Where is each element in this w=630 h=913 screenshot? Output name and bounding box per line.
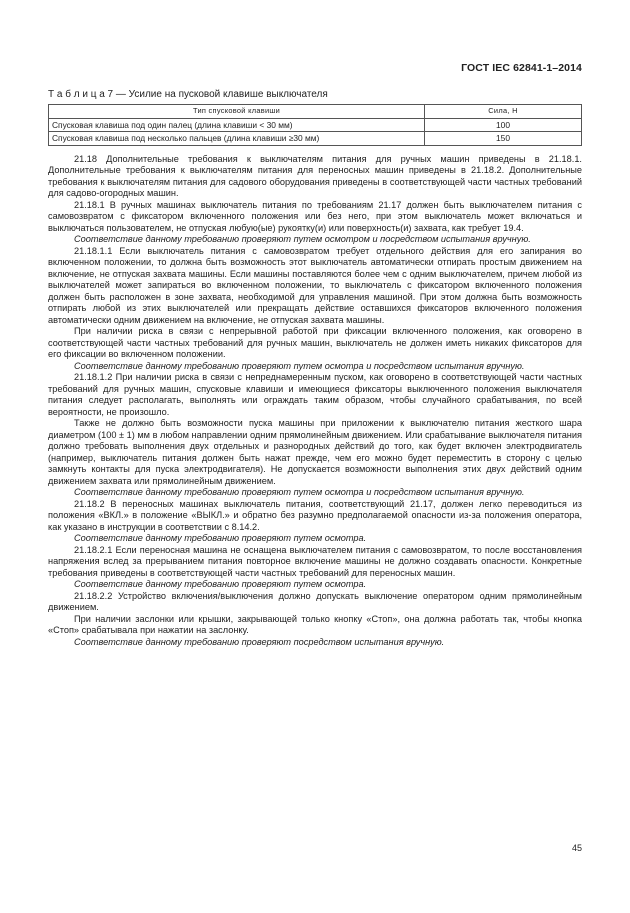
paragraph: 21.18.2 В переносных машинах выключатель питания, соответствующий 21.17, должен легко переводиться из положения «ВКЛ.» в положение «ВЫКЛ.» и обратно без разумно предполагаемой опасности из-за положения оператора, как указано в инструкции в соответствии с 8.14.2.: [48, 498, 582, 532]
page-content: [48, 89, 582, 648]
paragraph: 21.18 Дополнительные требования к выключателям питания для ручных машин приведены в 21.18.1. Дополнительные требования к выключателям питания для переносных машин приведены в 21.18.2. Дополнительные требования к выключателям питания для садового оборудования приведены в соответствующей части частных требований для садово-огородных машин.: [48, 153, 582, 198]
paragraph: При наличии заслонки или крышки, закрывающей только кнопку «Стоп», она должна работать так, чтобы кнопка «Стоп» срабатывала при нажатии на заслонку.: [48, 613, 582, 635]
compliance-note: Соответствие данному требованию проверяют посредством испытания вручную.: [74, 636, 445, 647]
paragraph: 21.18.1.1 Если выключатель питания с самовозвратом требует отдельного действия для его запирания во включенном положении, то должна быть возможность этот выключатель автоматически отпирать простым движением на включение, не отпуская захвата машины. Если машины поставляются более чем с одним выключателем, причем любой из выключателей может запираться во включенном положении, то выключатель с фиксатором включенного положения должен быть расположен в зоне захвата, необходимой для управления машиной. При этом должна быть возможность отпирать любой из этих выключателей или прекращать действие оставшихся фиксаторов включенного положения автоматически одним движением на включение, не отпуская захвата машины.: [48, 245, 582, 325]
table-cell-force: 150: [425, 132, 582, 146]
table-cell-force: 100: [425, 118, 582, 132]
compliance-note: Соответствие данному требованию проверяют путем осмотра.: [74, 579, 367, 589]
paragraph: 21.18.1 В ручных машинах выключатель питания по требованиям 21.17 должен быть выключателем питания с самовозвратом с фиксатором включенного положения или без него, при этом выключатель может включаться и выключаться пользователем, не отпуская любую(ые) рукоятку(и) или поверхность(и) захвата, как требует 19.4.: [48, 199, 582, 233]
paragraph: При наличии риска в связи с непрерывной работой при фиксации включенного положения, как оговорено в соответствующей части частных требований для ручных машин, выключатель не должен иметь никаких фиксаторов для его фиксации во включенном положении.: [48, 326, 582, 359]
compliance-note: Соответствие данному требованию проверяют путем осмотра.: [74, 533, 367, 543]
table-header-row: [49, 105, 582, 119]
paragraph: 21.18.2.2 Устройство включения/выключения должно допускать выключение оператором одним прямолинейным движением.: [48, 590, 582, 612]
column-header-trigger-type: Тип спусковой клавиши: [49, 105, 425, 119]
force-table: [48, 104, 582, 146]
page-number: 45: [571, 843, 582, 853]
table-cell-trigger-type: Спусковая клавиша под один палец (длина клавиши < 30 мм): [49, 118, 425, 132]
table-cell-trigger-type: Спусковая клавиша под несколько пальцев (длина клавиши ≥30 мм): [49, 132, 425, 146]
column-header-force: Сила, Н: [425, 105, 582, 119]
paragraph: 21.18.1.2 При наличии риска в связи с непреднамеренным пуском, как оговорено в соответствующей части частных требований для ручных машин, спусковые клавиши и имеющиеся фиксаторы выключенного положения выключателя питания следует располагать, выполнять или ограждать таким образом, чтобы случайного срабатывания, по всей вероятности, не произошло.: [48, 372, 582, 417]
body-text: [48, 154, 582, 649]
compliance-note: Соответствие данному требованию проверяют путем осмотра и посредством испытания вручную.: [74, 360, 525, 371]
standard-code-header: ГОСТ IEC 62841-1–2014: [461, 62, 582, 74]
table-caption: Т а б л и ц а 7 — Усилие на пусковой клавише выключателя: [48, 89, 328, 100]
table-row: [49, 132, 582, 146]
compliance-note: Соответствие данному требованию проверяют путем осмотром и посредством испытания вручную.: [74, 234, 531, 244]
paragraph: Также не должно быть возможности пуска машины при приложении к выключателю питания жесткого шара диаметром (100 ± 1) мм в любом направлении одним прямолинейным движением. Или срабатывание выключателя питания должно требовать выполнения двух отдельных и разнородных действий до того, как будет включен электродвигатель (например, выключатель питания должен быть нажат прежде, чем его можно будет переместить в сторону с целью замкнуть контакты для пуска электродвигателя). Не допускается возможности выполнения этих двух действий одним движением захвата или прямолинейным движением.: [48, 418, 582, 486]
compliance-note: Соответствие данному требованию проверяют путем осмотра и посредством испытания вручную.: [74, 487, 525, 497]
table-row: [49, 118, 582, 132]
paragraph: 21.18.2.1 Если переносная машина не оснащена выключателем питания с самовозвратом, то после восстановления напряжения вслед за прерыванием питания повторное включение машины не должно создавать опасности. Конкретные требования приведены в соответствующей части частных требований для переносных машин.: [48, 544, 582, 578]
